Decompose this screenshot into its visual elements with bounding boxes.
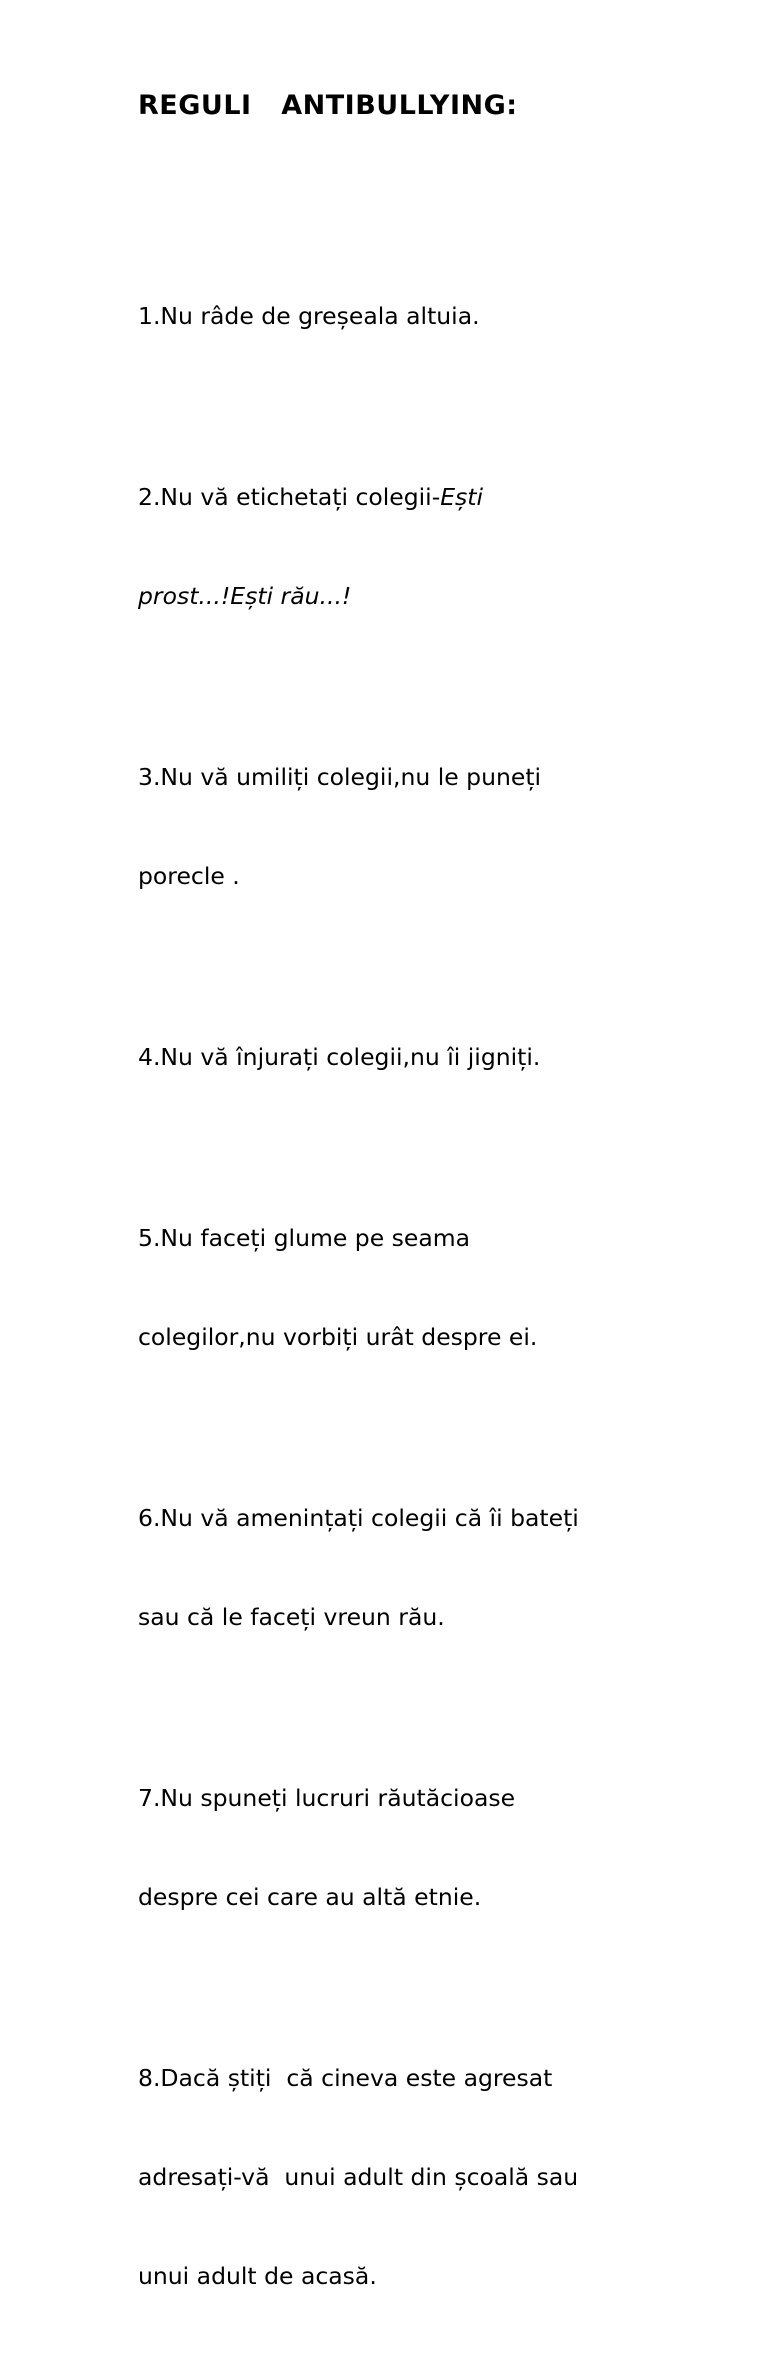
rule-4 — [138, 975, 698, 1140]
rules-list — [138, 234, 698, 2375]
rule-line: sau că le faceți vreun rău. — [138, 1603, 445, 1631]
rule-line: colegilor,nu vorbiți urât despre ei. — [138, 1323, 538, 1351]
rule-1 — [138, 234, 698, 399]
rule-6 — [138, 1436, 698, 1700]
rule-line: 8.Dacă știți că cineva este agresat — [138, 2064, 553, 2092]
rule-5 — [138, 1156, 698, 1420]
rule-line: adresați-vă unui adult din școală sau — [138, 2163, 579, 2191]
rule-line — [138, 580, 698, 613]
rule-2 — [138, 415, 698, 679]
rule-3 — [138, 695, 698, 959]
rule-line: 1.Nu râde de greșeala altuia. — [138, 302, 480, 330]
rule-8 — [138, 1996, 698, 2359]
rule-line — [138, 481, 698, 514]
rule-line: 3.Nu vă umiliți colegii,nu le puneți — [138, 763, 542, 791]
page-title: REGULI ANTIBULLYING: — [138, 90, 518, 121]
rule-line: 7.Nu spuneți lucruri răutăcioase — [138, 1784, 516, 1812]
rule-line: unui adult de acasă. — [138, 2262, 377, 2290]
rule-line: 4.Nu vă înjurați colegii,nu îi jigniți. — [138, 1043, 541, 1071]
rule-italic-text: prost...!Ești rău...! — [138, 582, 352, 610]
rule-line: 5.Nu faceți glume pe seama — [138, 1224, 471, 1252]
rule-line: porecle . — [138, 862, 240, 890]
rule-text: 2.Nu vă etichetați colegii- — [138, 483, 441, 511]
rule-italic-text: Ești — [440, 483, 484, 511]
rule-7 — [138, 1716, 698, 1980]
rule-line: despre cei care au altă etnie. — [138, 1883, 482, 1911]
rule-line: 6.Nu vă amenințați colegii că îi bateți — [138, 1504, 579, 1532]
